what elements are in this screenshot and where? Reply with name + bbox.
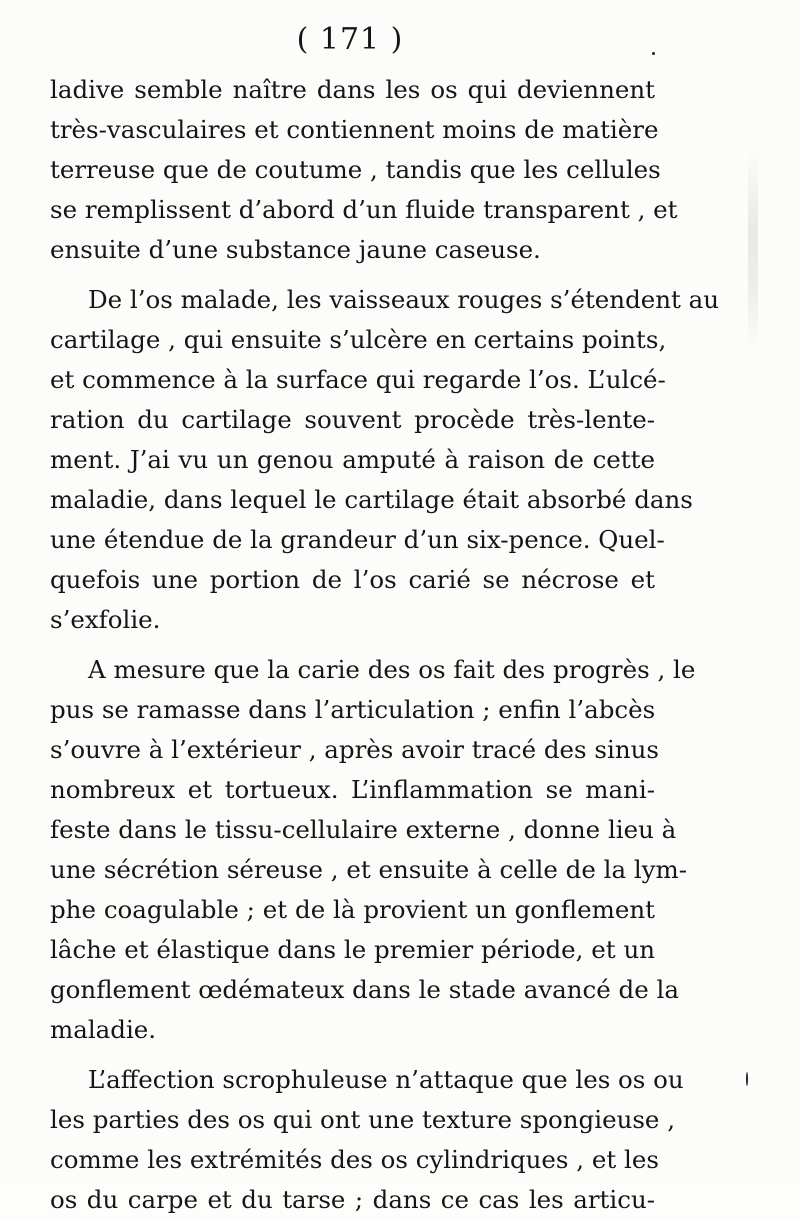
text-line: ladive semble naître dans les os qui deviennent bbox=[50, 75, 655, 104]
text-line: ensuite d’une substance jaune caseuse. bbox=[50, 235, 541, 264]
text-line: ration du cartilage souvent procède très-lente- bbox=[50, 405, 655, 434]
page-number: ( 171 ) bbox=[296, 22, 404, 57]
text-line: feste dans le tissu-cellulaire externe , donne lieu à bbox=[50, 815, 677, 844]
text-line: lâche et élastique dans le premier période, et un bbox=[50, 935, 655, 964]
paragraph bbox=[50, 70, 678, 270]
ink-speck bbox=[652, 52, 655, 55]
text-line: cartilage , qui ensuite s’ulcère en certains points, bbox=[50, 325, 667, 354]
text-line: os du carpe et du tarse ; dans ce cas les articu- bbox=[50, 1185, 655, 1214]
text-line: une sécrétion séreuse , et ensuite à celle de la lym- bbox=[50, 855, 688, 884]
text-line: une étendue de la grandeur d’un six-pence. Quel- bbox=[50, 525, 665, 554]
margin-stain bbox=[748, 150, 758, 350]
text-line: ment. J’ai vu un genou amputé à raison de cette bbox=[50, 445, 655, 474]
body-text bbox=[50, 70, 720, 1220]
text-line: très-vasculaires et contiennent moins de matière bbox=[50, 115, 659, 144]
text-line: L’affection scrophuleuse n’attaque que les os ou bbox=[88, 1065, 684, 1094]
text-line: maladie, dans lequel le cartilage était absorbé dans bbox=[50, 485, 693, 514]
text-line: les parties des os qui ont une texture spongieuse , bbox=[50, 1105, 676, 1134]
paragraph bbox=[50, 1060, 684, 1220]
text-line: nombreux et tortueux. L’inflammation se mani- bbox=[50, 775, 655, 804]
text-line: terreuse que de coutume , tandis que les cellules bbox=[50, 155, 661, 184]
text-line: et commence à la surface qui regarde l’os. L’ulcé- bbox=[50, 365, 666, 394]
paragraph bbox=[50, 280, 720, 640]
text-line: maladie. bbox=[50, 1015, 157, 1044]
text-line: gonflement œdémateux dans le stade avancé de la bbox=[50, 975, 679, 1004]
text-line: De l’os malade, les vaisseaux rouges s’étendent au bbox=[88, 285, 720, 314]
text-line: pus se ramasse dans l’articulation ; enfin l’abcès bbox=[50, 695, 656, 724]
text-line: phe coagulable ; et de là provient un gonflement bbox=[50, 895, 655, 924]
text-line: comme les extrémités des os cylindriques , et les bbox=[50, 1145, 659, 1174]
text-line: s’exfolie. bbox=[50, 605, 161, 634]
text-line: quefois une portion de l’os carié se nécrose et bbox=[50, 565, 655, 594]
text-line: A mesure que la carie des os fait des progrès , le bbox=[88, 655, 696, 684]
text-line: se remplissent d’abord d’un fluide transparent , et bbox=[50, 195, 678, 224]
text-line: s’ouvre à l’extérieur , après avoir tracé des sinus bbox=[50, 735, 659, 764]
ink-speck bbox=[746, 1072, 748, 1086]
paragraph bbox=[50, 650, 696, 1050]
